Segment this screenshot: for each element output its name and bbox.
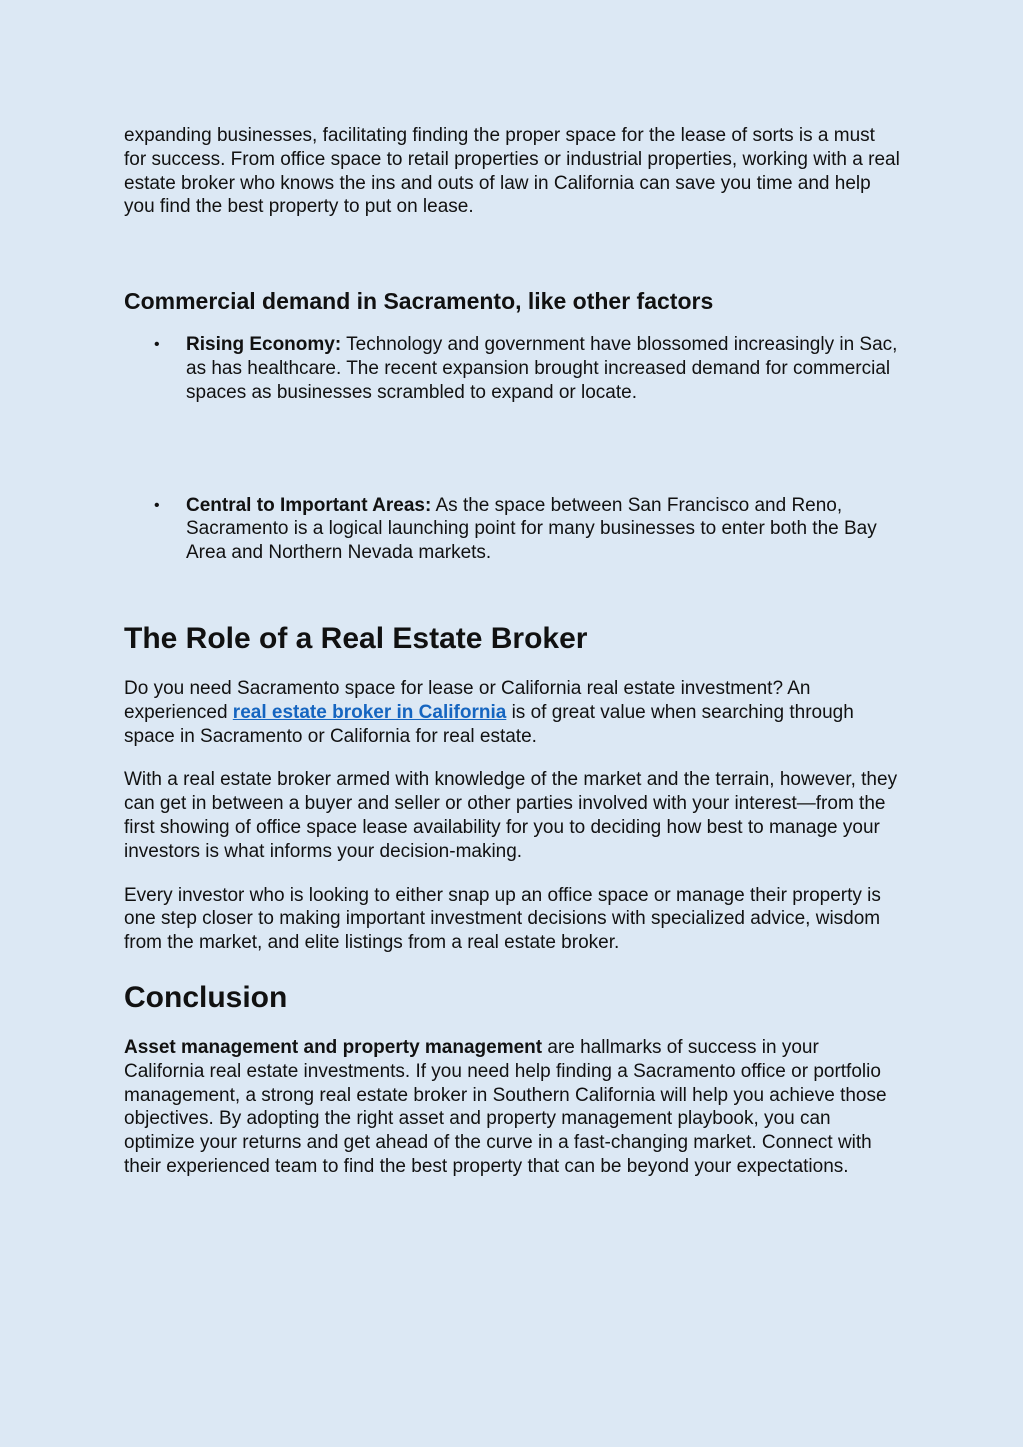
role-paragraph-2: With a real estate broker armed with knowledge of the market and the terrain, however, they can get in between a buyer and seller or other parties involved with your interest—from the first showing of office space lease availability for you to deciding how best to manage your investors is what informs your decision-making.: [124, 769, 898, 862]
list-item-text: As the space between San Francisco and Reno, Sacramento is a logical launching point for many businesses to enter both the Bay Area and Northern Nevada markets.: [186, 494, 877, 564]
list-item: [124, 494, 900, 565]
role-paragraph-1: [124, 677, 900, 748]
list-item: [124, 333, 900, 404]
role-p1-before: Do you need Sacramento space for lease or California real estate investment? An experienced: [124, 677, 811, 723]
conclusion-heading: Conclusion: [124, 980, 288, 1014]
bullet-icon: •: [154, 496, 160, 514]
document-content: [124, 124, 900, 1179]
role-paragraph-3: Every investor who is looking to either snap up an office space or manage their property is one step closer to making important investment decisions with specialized advice, wisdom from the market, and elite listings from a real estate broker.: [124, 884, 881, 954]
conclusion-text: are hallmarks of success in your California real estate investments. If you need help finding a Sacramento office or portfolio management, a strong real estate broker in Southern California will help you achieve those objectives. By adopting the right asset and property management playbook, you can optimize your returns and get ahead of the curve in a fast-changing market. Connect with their experienced team to find the best property that can be beyond your expectations.: [124, 1036, 887, 1177]
bullet-icon: •: [154, 336, 160, 354]
list-item-label: Rising Economy:: [186, 334, 342, 356]
demand-heading: Commercial demand in Sacramento, like other factors: [124, 288, 714, 315]
role-p1-after: is of great value when searching through space in Sacramento or California for real estate.: [124, 701, 854, 747]
role-heading: The Role of a Real Estate Broker: [124, 621, 588, 655]
list-item-label: Central to Important Areas:: [186, 494, 432, 516]
intro-paragraph: expanding businesses, facilitating finding the proper space for the lease of sorts is a must for success. From office space to retail properties or industrial properties, working with a real estate broker who knows the ins and outs of law in California can save you time and help you find the best property to put on lease.: [124, 125, 900, 218]
conclusion-paragraph: [124, 1036, 900, 1179]
list-item-text: Technology and government have blossomed increasingly in Sac, as has healthcare. The recent expansion brought increased demand for commercial spaces as businesses scrambled to expand or locate.: [186, 334, 898, 403]
broker-link[interactable]: real estate broker in California: [232, 701, 507, 723]
demand-list: [124, 333, 900, 565]
conclusion-bold: Asset management and property management: [124, 1036, 543, 1058]
